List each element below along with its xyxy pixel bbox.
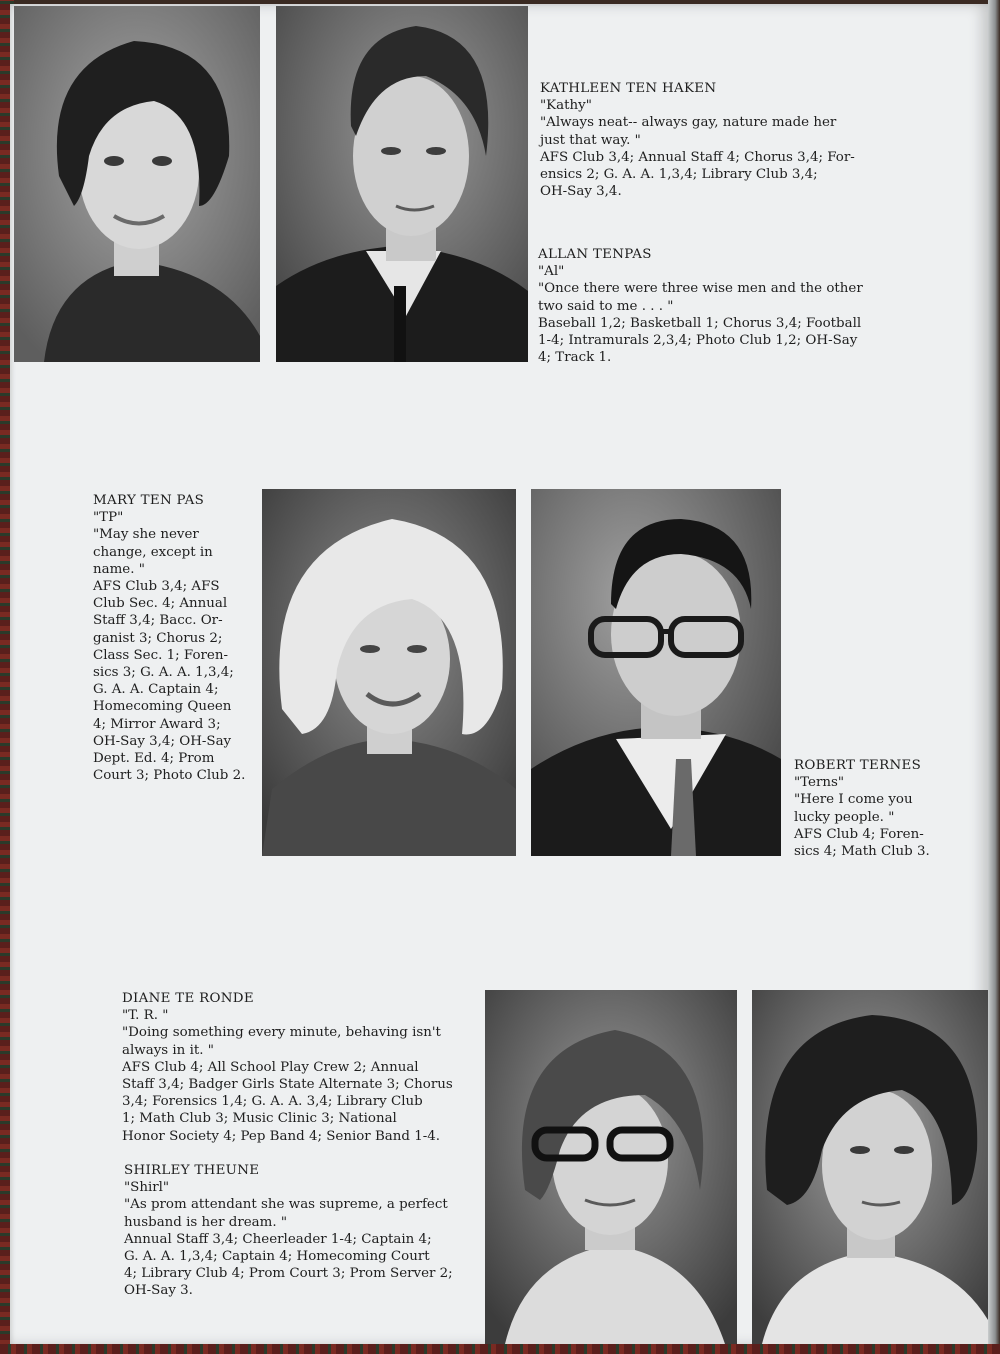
entry-line: 4; Track 1. <box>538 350 612 366</box>
entry-line: "Once there were three wise men and the other <box>538 281 863 297</box>
portrait-photo-robert <box>531 489 781 856</box>
student-name: ALLAN TENPAS <box>538 247 652 262</box>
student-name: SHIRLEY THEUNE <box>124 1163 260 1178</box>
entry-line: AFS Club 3,4; AFS <box>93 579 220 595</box>
portrait-photo-shirley <box>752 990 988 1344</box>
student-nickname: "Al" <box>538 264 565 280</box>
entry-line: Staff 3,4; Bacc. Or- <box>93 613 223 629</box>
entry-line: Homecoming Queen <box>93 699 232 715</box>
entry-allan <box>538 246 863 366</box>
entry-line: 1-4; Intramurals 2,3,4; Photo Club 1,2; OH-Say <box>538 333 858 349</box>
entry-line: Club Sec. 4; Annual <box>93 596 228 612</box>
entry-line: G. A. A. Captain 4; <box>93 682 219 698</box>
entry-line: two said to me . . . " <box>538 298 674 314</box>
entry-line: 4; Library Club 4; Prom Court 3; Prom Server 2; <box>124 1266 453 1282</box>
entry-line: G. A. A. 1,3,4; Captain 4; Homecoming Court <box>124 1249 430 1265</box>
portrait-photo-mary <box>262 489 516 856</box>
entry-mary <box>93 492 245 784</box>
portrait-photo-diane <box>485 990 737 1344</box>
entry-line: Honor Society 4; Pep Band 4; Senior Band 1-4. <box>122 1128 441 1144</box>
entry-line: "Doing something every minute, behaving isn't <box>122 1025 441 1041</box>
entry-kathleen <box>540 80 855 200</box>
student-nickname: "Kathy" <box>540 98 592 114</box>
entry-line: name. " <box>93 561 145 577</box>
entry-line: AFS Club 4; All School Play Crew 2; Annual <box>122 1059 419 1075</box>
student-name: DIANE TE RONDE <box>122 991 254 1006</box>
entry-line: Annual Staff 3,4; Cheerleader 1-4; Captain 4; <box>124 1231 432 1247</box>
entry-line: husband is her dream. " <box>124 1214 287 1230</box>
portrait-photo-kathleen <box>14 6 260 362</box>
entry-line: sics 3; G. A. A. 1,3,4; <box>93 665 234 681</box>
entry-line: Dept. Ed. 4; Prom <box>93 751 215 767</box>
entry-line: Baseball 1,2; Basketball 1; Chorus 3,4; Football <box>538 315 862 331</box>
entry-line: "May she never <box>93 527 199 543</box>
entry-line: Class Sec. 1; Foren- <box>93 647 229 663</box>
entry-line: always in it. " <box>122 1042 214 1058</box>
entry-robert <box>794 757 930 860</box>
background-fabric-bottom <box>0 1344 1000 1354</box>
entry-line: "Here I come you <box>794 792 913 808</box>
student-nickname: "T. R. " <box>122 1008 169 1024</box>
entry-line: AFS Club 3,4; Annual Staff 4; Chorus 3,4; For- <box>540 149 855 165</box>
entry-line: change, except in <box>93 544 213 560</box>
student-nickname: "Terns" <box>794 775 845 791</box>
entry-line: Court 3; Photo Club 2. <box>93 768 246 784</box>
student-nickname: "TP" <box>93 510 124 526</box>
entry-line: "Always neat-- always gay, nature made her <box>540 115 837 131</box>
entry-line: lucky people. " <box>794 809 895 825</box>
entry-line: 1; Math Club 3; Music Clinic 3; National <box>122 1111 397 1127</box>
entry-line: OH-Say 3,4. <box>540 184 622 200</box>
student-name: MARY TEN PAS <box>93 493 205 508</box>
entry-line: OH-Say 3. <box>124 1283 193 1299</box>
entry-line: ensics 2; G. A. A. 1,3,4; Library Club 3,4; <box>540 167 818 183</box>
entry-line: Staff 3,4; Badger Girls State Alternate 3; Chorus <box>122 1077 453 1093</box>
student-name: KATHLEEN TEN HAKEN <box>540 81 717 96</box>
portrait-photo-allan <box>276 6 528 362</box>
entry-shirley <box>124 1162 453 1300</box>
student-nickname: "Shirl" <box>124 1180 170 1196</box>
entry-line: "As prom attendant she was supreme, a perfect <box>124 1197 448 1213</box>
entry-line: ganist 3; Chorus 2; <box>93 630 223 646</box>
entry-line: 4; Mirror Award 3; <box>93 716 221 732</box>
entry-diane <box>122 990 453 1145</box>
entry-line: just that way. " <box>540 132 641 148</box>
entry-line: 3,4; Forensics 1,4; G. A. A. 3,4; Library Club <box>122 1094 423 1110</box>
entry-line: sics 4; Math Club 3. <box>794 844 930 860</box>
student-name: ROBERT TERNES <box>794 758 922 773</box>
page-edge <box>988 0 1000 1354</box>
entry-line: OH-Say 3,4; OH-Say <box>93 733 232 749</box>
entry-line: AFS Club 4; Foren- <box>794 826 924 842</box>
